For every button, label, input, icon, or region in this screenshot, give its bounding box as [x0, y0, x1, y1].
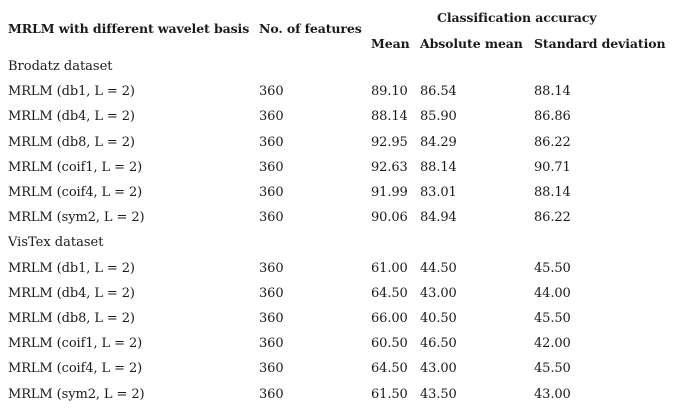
cell-method: MRLM (db4, L = 2) [8, 109, 135, 125]
cell-mean: 64.50 [371, 285, 408, 301]
cell-features: 360 [259, 361, 284, 377]
cell-standard-deviation: 90.71 [534, 159, 571, 175]
cell-absolute-mean: 84.94 [420, 210, 457, 226]
cell-standard-deviation: 45.50 [534, 361, 571, 377]
cell-method: MRLM (coif1, L = 2) [8, 159, 143, 175]
section-title: VisTex dataset [8, 235, 104, 251]
cell-mean: 89.10 [371, 84, 408, 100]
cell-standard-deviation: 42.00 [534, 336, 571, 352]
cell-method: MRLM (sym2, L = 2) [8, 386, 145, 402]
section-title: Brodatz dataset [8, 59, 113, 74]
cell-method: MRLM (coif4, L = 2) [8, 361, 143, 377]
cell-mean: 61.00 [371, 260, 408, 276]
cell-method: MRLM (db8, L = 2) [8, 311, 135, 326]
cell-mean: 91.99 [371, 185, 408, 200]
cell-mean: 92.63 [371, 159, 408, 175]
header-mean: Mean [371, 36, 410, 51]
cell-absolute-mean: 88.14 [420, 159, 457, 175]
header-standard-deviation: Standard deviation [534, 36, 666, 51]
cell-standard-deviation: 86.22 [534, 210, 571, 226]
cell-absolute-mean: 44.50 [420, 260, 457, 276]
header-accuracy-group: Classification accuracy [437, 10, 597, 25]
cell-absolute-mean: 86.54 [420, 84, 457, 100]
cell-absolute-mean: 40.50 [420, 311, 457, 326]
cell-mean: 66.00 [371, 311, 408, 326]
cell-absolute-mean: 43.50 [420, 386, 457, 402]
cell-method: MRLM (sym2, L = 2) [8, 210, 145, 226]
cell-absolute-mean: 46.50 [420, 336, 457, 352]
cell-standard-deviation: 44.00 [534, 285, 571, 301]
cell-method: MRLM (coif1, L = 2) [8, 336, 143, 352]
cell-mean: 90.06 [371, 210, 408, 226]
cell-method: MRLM (coif4, L = 2) [8, 185, 143, 200]
cell-mean: 64.50 [371, 361, 408, 377]
cell-method: MRLM (db4, L = 2) [8, 285, 135, 301]
header-absolute-mean: Absolute mean [420, 36, 523, 51]
cell-features: 360 [259, 84, 284, 100]
cell-features: 360 [259, 285, 284, 301]
cell-standard-deviation: 45.50 [534, 311, 571, 326]
cell-standard-deviation: 86.22 [534, 134, 571, 150]
cell-mean: 92.95 [371, 134, 408, 150]
cell-method: MRLM (db1, L = 2) [8, 84, 135, 100]
cell-mean: 88.14 [371, 109, 408, 125]
cell-standard-deviation: 88.14 [534, 185, 571, 200]
header-method: MRLM with different wavelet basis [8, 21, 250, 36]
cell-absolute-mean: 43.00 [420, 361, 457, 377]
cell-features: 360 [259, 134, 284, 150]
cell-absolute-mean: 43.00 [420, 285, 457, 301]
cell-features: 360 [259, 260, 284, 276]
cell-standard-deviation: 88.14 [534, 84, 571, 100]
cell-mean: 60.50 [371, 336, 408, 352]
cell-features: 360 [259, 386, 284, 402]
cell-features: 360 [259, 185, 284, 200]
cell-features: 360 [259, 311, 284, 326]
cell-standard-deviation: 86.86 [534, 109, 571, 125]
header-features: No. of features [259, 21, 362, 36]
cell-absolute-mean: 83.01 [420, 185, 457, 200]
cell-absolute-mean: 84.29 [420, 134, 457, 150]
cell-features: 360 [259, 159, 284, 175]
cell-absolute-mean: 85.90 [420, 109, 457, 125]
cell-features: 360 [259, 336, 284, 352]
cell-method: MRLM (db8, L = 2) [8, 134, 135, 150]
cell-standard-deviation: 45.50 [534, 260, 571, 276]
cell-mean: 61.50 [371, 386, 408, 402]
cell-standard-deviation: 43.00 [534, 386, 571, 402]
cell-method: MRLM (db1, L = 2) [8, 260, 135, 276]
cell-features: 360 [259, 109, 284, 125]
cell-features: 360 [259, 210, 284, 226]
